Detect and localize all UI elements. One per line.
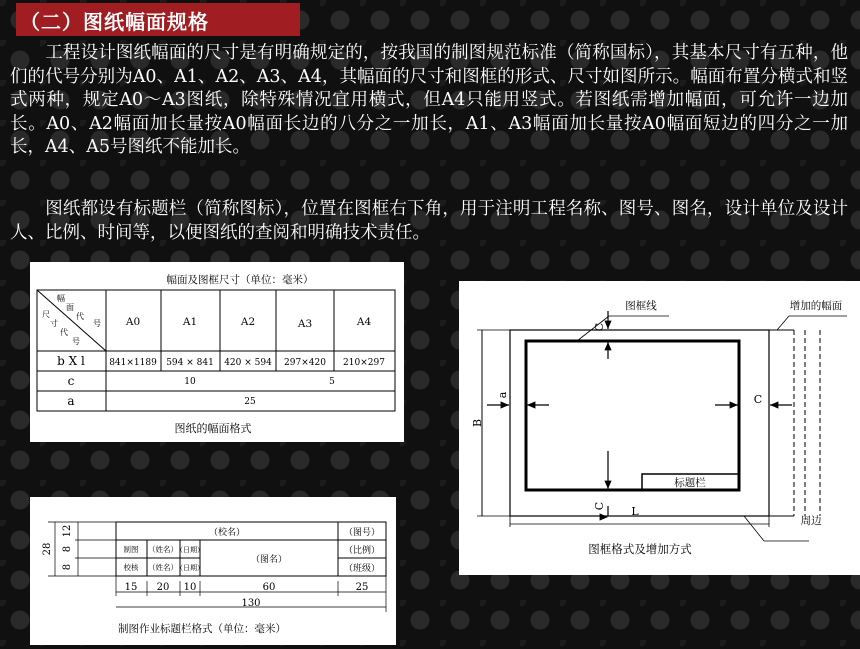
label-border: 周边 xyxy=(800,515,822,527)
tb-total-height: 28 xyxy=(42,542,53,556)
tb-name-1: （姓名） xyxy=(148,545,178,554)
tb-drawn-by: 制图 xyxy=(123,545,139,554)
frame-diagram-panel xyxy=(459,281,860,575)
tb-width-15: 15 xyxy=(124,582,138,593)
tb-drawing-no: （图号） xyxy=(343,528,381,538)
diag-label-4: 号 xyxy=(93,319,101,328)
row-label-c: c xyxy=(67,374,75,388)
section-heading-bar xyxy=(16,3,300,36)
tb-width-10: 10 xyxy=(183,582,197,593)
dim-c-top: C xyxy=(593,322,606,332)
tb-height-8a: 8 xyxy=(62,545,73,553)
tb-height-8b: 8 xyxy=(62,563,73,571)
tb-width-20: 20 xyxy=(156,582,170,593)
size-table-title: 幅面及图框尺寸（单位：毫米） xyxy=(166,274,314,286)
row-label-a: a xyxy=(67,394,75,408)
cell-bxl-a2: 420 × 594 xyxy=(224,358,272,368)
tb-class: （班级） xyxy=(343,564,381,574)
col-header-a3: A3 xyxy=(297,318,313,330)
label-frame-line: 图框线 xyxy=(625,300,657,312)
col-header-a0: A0 xyxy=(125,316,141,328)
cell-bxl-a0: 841×1189 xyxy=(109,358,157,368)
tb-date-1: （日期） xyxy=(176,546,204,554)
diag-label-5: 尺 xyxy=(42,310,50,319)
paragraph-standards: 工程设计图纸幅面的尺寸是有明确规定的，按我国的制图规范标准（简称国标），其基本尺寸有五种，他们的代号分别为A0、A1、A2、A3、A4，其幅面的尺寸和图框的形式、尺寸如图所示。幅面布置分横式和竖式两种，规定A0～A3图纸，除特殊情况宜用横式，但A4只能用竖式。若图纸需增加幅面，可允许一边加长。A0、A2幅面加长量按A0幅面长边的八分之一加长，A1、A3幅面加长量按A0幅面短边的四分之一加长，A4、A5号图纸不能加长。 xyxy=(10,43,848,157)
col-header-a1: A1 xyxy=(182,316,198,328)
col-header-a4: A4 xyxy=(356,316,372,328)
size-table-caption: 图纸的幅面格式 xyxy=(174,422,252,435)
cell-a-all: 25 xyxy=(244,397,256,407)
frame-diagram-caption: 图框格式及增加方式 xyxy=(588,542,692,556)
size-table-figure xyxy=(30,262,404,442)
tb-drawing-name: （图名） xyxy=(250,555,288,565)
tb-height-12: 12 xyxy=(62,524,73,538)
cell-bxl-a4: 210×297 xyxy=(343,358,385,368)
dim-b: B xyxy=(471,418,484,428)
paragraph-title-block: 图纸都设有标题栏（简称图标），位置在图框右下角，用于注明工程名称、图号、图名，设计单位及设计人、比例、时间等，以便图纸的查阅和明确技术责任。 xyxy=(10,199,848,243)
diag-label-3: 代 xyxy=(76,312,84,321)
dim-c-bottom: C xyxy=(593,501,606,511)
diag-label-2: 面 xyxy=(66,303,74,312)
tb-checked-by: 校核 xyxy=(123,563,139,572)
dim-a: a xyxy=(496,391,509,399)
cell-bxl-a3: 297×420 xyxy=(284,358,326,368)
title-block-panel xyxy=(30,497,396,645)
row-label-bxl: b X l xyxy=(57,354,85,368)
cell-c-a0-a2: 10 xyxy=(184,377,196,387)
diag-label-7: 代 xyxy=(60,328,68,337)
label-title-block: 标题栏 xyxy=(674,477,706,489)
frame-diagram-figure xyxy=(459,281,860,575)
tb-scale: （比例） xyxy=(343,546,381,556)
diag-label-6: 寸 xyxy=(50,319,58,328)
tb-name-2: （姓名） xyxy=(148,563,178,572)
col-header-a2: A2 xyxy=(240,316,256,328)
cell-c-a3-a4: 5 xyxy=(329,377,335,387)
dim-c-right: C xyxy=(753,393,763,406)
dim-l: L xyxy=(631,505,639,518)
title-block-caption: 制图作业标题栏格式（单位：毫米） xyxy=(118,623,286,635)
diag-label-8: 号 xyxy=(72,337,80,346)
tb-width-25: 25 xyxy=(355,582,369,593)
label-extended-area: 增加的幅面 xyxy=(789,300,843,312)
section-heading: （二）图纸幅面规格 xyxy=(20,10,209,34)
cell-bxl-a1: 594 × 841 xyxy=(166,358,214,368)
tb-school: （校名） xyxy=(208,528,246,538)
tb-total-width: 130 xyxy=(241,598,261,609)
tb-date-2: （日期） xyxy=(176,564,204,572)
size-table-panel xyxy=(30,262,404,442)
diag-label-1: 幅 xyxy=(57,294,65,303)
title-block-figure xyxy=(30,497,396,645)
tb-width-60: 60 xyxy=(262,582,276,593)
